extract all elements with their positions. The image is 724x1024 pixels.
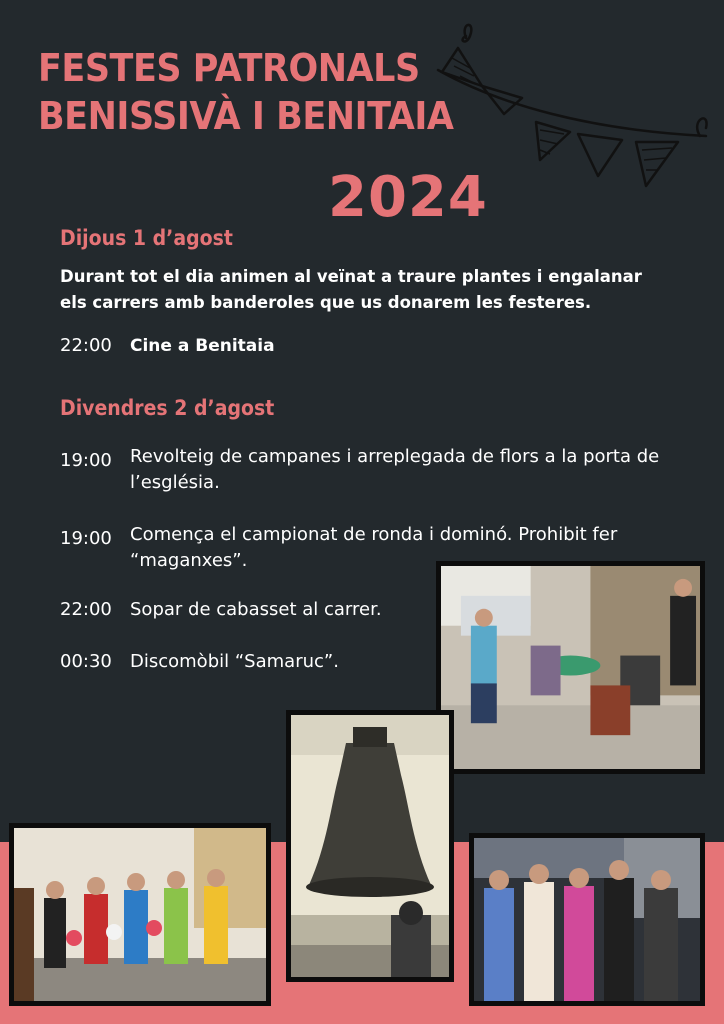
- event-time: 19:00: [60, 450, 112, 471]
- event-time: 19:00: [60, 528, 112, 549]
- event-desc: Discomòbil “Samaruc”.: [130, 651, 339, 672]
- day1-event-1: [60, 333, 670, 359]
- title-line-1: FESTES PATRONALS: [38, 46, 420, 90]
- photo-night-party: [469, 833, 705, 1006]
- poster-title: [38, 44, 454, 140]
- event-time: 00:30: [60, 651, 112, 672]
- title-line-2: BENISSIVÀ I BENITAIA: [38, 94, 454, 138]
- event-desc: Revolteig de campanes i arreplegada de flors a la porta de l’església.: [130, 446, 660, 493]
- day1-intro: Durant tot el dia animen al veïnat a traure plantes i engalanar els carrers amb banderoles que us donarem les festeres.: [60, 267, 642, 312]
- year: 2024: [328, 165, 488, 230]
- event-desc: Cine a Benitaia: [130, 336, 275, 356]
- day2-event-1: [60, 444, 670, 496]
- day2-heading: Divendres 2 d’agost: [60, 396, 275, 420]
- day1-heading: Dijous 1 d’agost: [60, 226, 233, 250]
- event-time: 22:00: [60, 335, 112, 356]
- event-desc: Comença el campionat de ronda i dominó. Prohibit fer “maganxes”.: [130, 524, 618, 571]
- photo-church-bell: [286, 710, 454, 982]
- event-desc: Sopar de cabasset al carrer.: [130, 599, 382, 620]
- photo-flower-offering: [9, 823, 271, 1006]
- event-time: 22:00: [60, 599, 112, 620]
- photo-street-gathering: [436, 561, 705, 774]
